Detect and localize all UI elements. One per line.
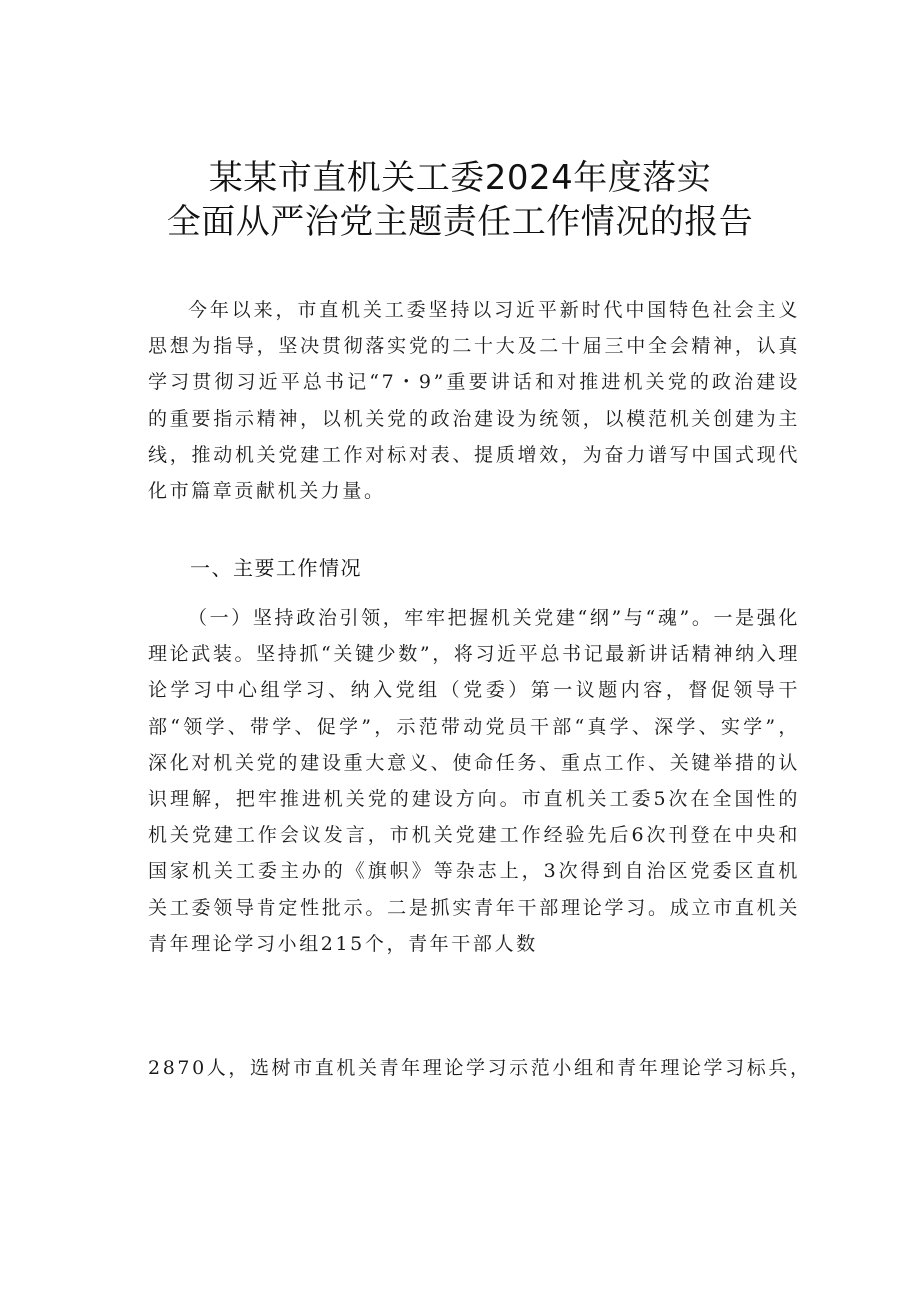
body-paragraph: （一）坚持政治引领，牢牢把握机关党建“纲”与“魂”。一是强化理论武装。坚持抓“关键少数”，将习近平总书记最新讲话精神纳入理论学习中心组学习、纳入党组（党委）第一议题内容，督促领导干部“领学、带学、促学”，示范带动党员干部“真学、深学、实学”，深化对机关党的建设重大意义、使命任务、重点工作、关键举措的认识理解，把牢推进机关党的建设方向。市直机关工委5次在全国性的机关党建工作会议发言，市机关党建工作经验先后6次刊登在中央和国家机关工委主办的《旗帜》等杂志上，3次得到自治区党委区直机关工委领导肯定性批示。二是抓实青年干部理论学习。成立市直机关青年理论学习小组215个，青年干部人数 bbox=[148, 607, 800, 955]
intro-paragraph: 今年以来，市直机关工委坚持以习近平新时代中国特色社会主义思想为指导，坚决贯彻落实党的二十大及二十届三中全会精神，认真学习贯彻习近平总书记“7・9”重要讲话和对推进机关党的政治建设的重要指示精神，以机关党的政治建设为统领，以模范机关创建为主线，推动机关党建工作对标对表、提质增效，为奋力谱写中国式现代化市篇章贡献机关力量。 bbox=[148, 299, 800, 503]
continuation-paragraph: 2870人，选树市直机关青年理论学习示范小组和青年理论学习标兵， bbox=[148, 1057, 812, 1079]
document-title-line-2: 全面从严治党主题责任工作情况的报告 bbox=[166, 202, 754, 242]
section-heading: 一、主要工作情况 bbox=[190, 556, 362, 580]
document-title-line-1: 某某市直机关工委2024年度落实 bbox=[208, 158, 712, 198]
